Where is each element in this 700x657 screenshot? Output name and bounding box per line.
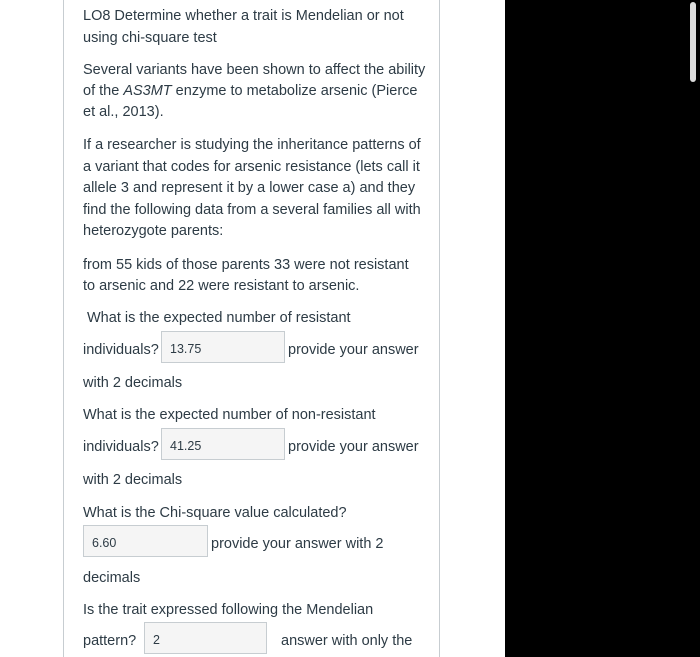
intro-line-1: Several variants have been shown to affect the ability: [83, 62, 426, 78]
q1-answer-input[interactable]: 13.75: [161, 331, 285, 363]
intro-line-3: et al., 2013).: [83, 104, 164, 120]
learning-objective-line-1: LO8 Determine whether a trait is Mendelian or not: [83, 8, 404, 24]
q2-answer-input[interactable]: 41.25: [161, 428, 285, 460]
scenario-line-1: If a researcher is studying the inheritance patterns of: [83, 137, 421, 153]
data-statement-line-2: to arsenic and 22 were resistant to arsenic.: [83, 278, 360, 294]
scenario-line-2: a variant that codes for arsenic resistance (lets call it: [83, 159, 420, 175]
q3-answer-input[interactable]: 6.60: [83, 525, 208, 557]
scenario-line-3: allele 3 and represent it by a lower case a) and they: [83, 180, 416, 196]
q2-prompt: What is the expected number of non-resistant: [83, 407, 376, 423]
q4-hint: answer with only the: [281, 633, 413, 649]
intro-line-2: of the AS3MT enzyme to metabolize arsenic (Pierce: [83, 83, 418, 99]
q1-prompt: What is the expected number of resistant: [87, 310, 351, 326]
data-statement-line-1: from 55 kids of those parents 33 were not resistant: [83, 257, 409, 273]
dark-side-panel: [505, 0, 700, 657]
q3-hint-continued: decimals: [83, 570, 141, 586]
q1-hint: provide your answer: [288, 342, 419, 358]
q3-prompt: What is the Chi-square value calculated?: [83, 505, 347, 521]
scenario-line-5: heterozygote parents:: [83, 223, 224, 239]
q2-label: individuals?: [83, 439, 159, 455]
q4-label: pattern?: [83, 633, 137, 649]
q4-prompt: Is the trait expressed following the Mendelian: [83, 602, 374, 618]
question-card: [63, 0, 440, 657]
q1-hint-continued: with 2 decimals: [83, 375, 183, 391]
q1-label: individuals?: [83, 342, 159, 358]
q4-answer-input[interactable]: 2: [144, 622, 267, 654]
learning-objective-line-2: using chi-square test: [83, 30, 217, 46]
q2-hint-continued: with 2 decimals: [83, 472, 183, 488]
q2-hint: provide your answer: [288, 439, 419, 455]
q3-hint: provide your answer with 2: [211, 536, 384, 552]
scenario-line-4: find the following data from a several families all with: [83, 202, 421, 218]
gene-name: AS3MT: [123, 83, 172, 99]
scrollbar-thumb[interactable]: [690, 2, 696, 82]
